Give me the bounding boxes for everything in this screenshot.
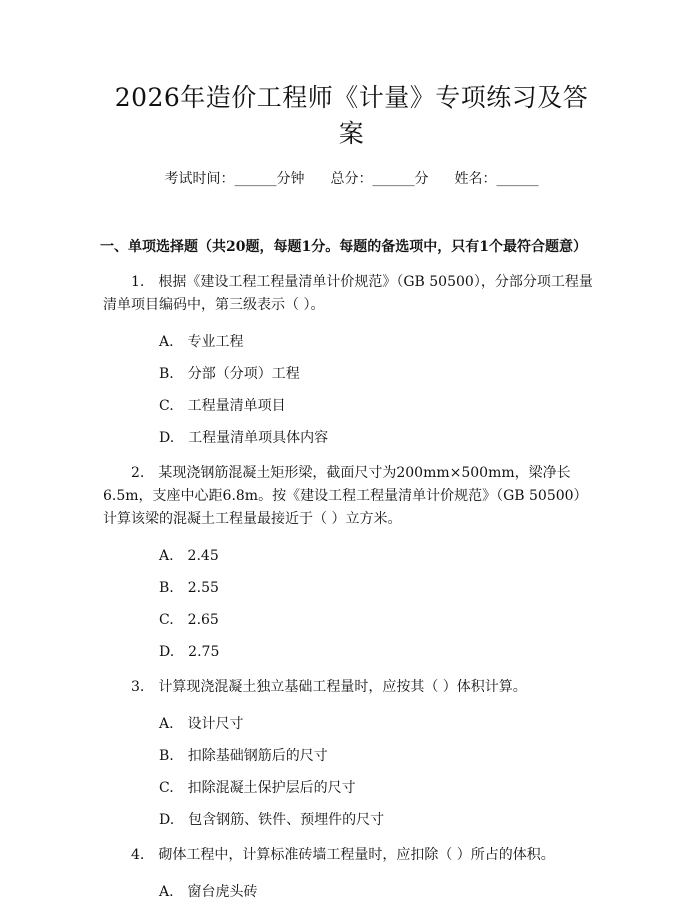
question-4: 4. 砌体工程中，计算标准砖墙工程量时，应扣除（ ）所占的体积。 bbox=[131, 847, 555, 863]
question-2-options bbox=[103, 546, 600, 662]
question-1-options bbox=[103, 332, 600, 448]
question-1: 1. 根据《建设工程工程量清单计价规范》（GB 50500），分部分项工程量清单项目编码中，第三级表示（ ）。 bbox=[103, 274, 593, 313]
option-b: B. 分部（分项）工程 bbox=[159, 366, 300, 382]
option-a: A. 设计尺寸 bbox=[159, 716, 244, 732]
option-c: C. 2.65 bbox=[159, 612, 219, 628]
option-c: C. 扣除混凝土保护层后的尺寸 bbox=[159, 780, 356, 796]
question-3-options bbox=[103, 714, 600, 830]
option-a: A. 窗台虎头砖 bbox=[159, 884, 258, 900]
option-a: A. 专业工程 bbox=[159, 334, 244, 350]
exam-meta bbox=[103, 169, 600, 189]
option-c: C. 工程量清单项目 bbox=[159, 398, 286, 414]
option-d: D. 2.75 bbox=[159, 644, 220, 660]
total-score-field: 总分：______分 bbox=[330, 171, 429, 187]
question-2: 2. 某现浇钢筋混凝土矩形梁，截面尺寸为200mm×500mm，梁净长6.5m，支座中心距6.8m。按《建设工程工程量清单计价规范》（GB 50500）计算该梁的混凝土工程量最接近于（ ）立方米。 bbox=[103, 465, 588, 527]
question-3: 3. 计算现浇混凝土独立基础工程量时，应按其（ ）体积计算。 bbox=[131, 679, 527, 695]
option-d: D. 工程量清单项具体内容 bbox=[159, 430, 329, 446]
section-heading: 一、单项选择题（共20题，每题1分。每题的备选项中，只有1个最符合题意） bbox=[100, 239, 587, 255]
name-field: 姓名：______ bbox=[454, 171, 539, 187]
option-b: B. 2.55 bbox=[159, 580, 219, 596]
question-4-options bbox=[103, 882, 600, 902]
option-d: D. 包含钢筋、铁件、预埋件的尺寸 bbox=[159, 812, 385, 828]
page-title: 2026年造价工程师《计量》专项练习及答案 bbox=[114, 83, 589, 148]
option-b: B. 扣除基础钢筋后的尺寸 bbox=[159, 748, 328, 764]
exam-time-field: 考试时间：______分钟 bbox=[164, 171, 305, 187]
option-a: A. 2.45 bbox=[159, 548, 219, 564]
